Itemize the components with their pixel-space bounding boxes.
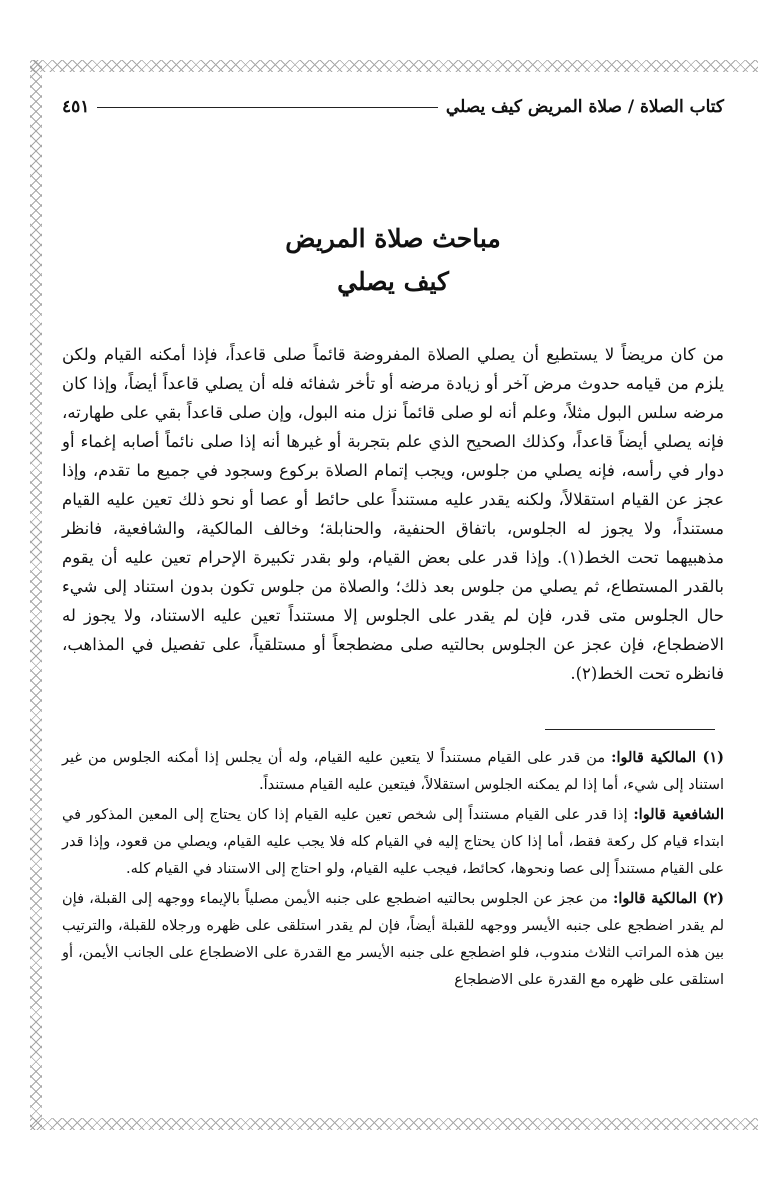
running-header bbox=[62, 92, 724, 122]
footnote-lead: الشافعية قالوا: bbox=[633, 806, 724, 823]
header-rule bbox=[97, 107, 438, 108]
footnote-lead: (٢) المالكية قالوا: bbox=[612, 890, 724, 907]
footnote-text: من قدر على القيام مستنداً لا يتعين عليه القيام، وله أن يجلس إذا أمكنه الجلوس من غير استناد إلى شيء، أما إذا لم يمكنه الجلوس استقلالاً، فيتعين عليه القيام مستنداً. bbox=[62, 750, 724, 793]
footnote-1b bbox=[62, 801, 724, 883]
section-subtitle: كيف يصلي bbox=[337, 267, 449, 296]
footnote-separator bbox=[545, 729, 715, 730]
page-border-top bbox=[30, 60, 758, 72]
footnote-lead: (١) المالكية قالوا: bbox=[611, 749, 724, 766]
footnotes bbox=[62, 744, 724, 996]
footnote-text: إذا قدر على القيام مستنداً إلى شخص تعين عليه القيام إذا كان يحتاج إلى المعين المذكور في ابتداء قيام كل ركعة فقط، أما إذا كان يحتاج إليه في القيام كله فلا يجب عليه القيام، ويصلي من قعود، وإذا قدر على القيام مستنداً إلى عصا ونحوها، كحائط، فيجب عليه القيام، ولو احتاج إلى الاستناد في القيام كله. bbox=[62, 807, 724, 877]
footnote-text: من عجز عن الجلوس بحالتيه اضطجع على جنبه الأيمن مصلياً بالإيماء ووجهه إلى القبلة، فإن لم يقدر اضطجع على جنبه الأيسر ووجهه للقبلة أيضاً، فإن لم يقدر استلقى على ظهره ورجلاه للقبلة، والترتيب بين هذه المراتب الثلاث مندوب، فلو اضطجع على جنبه الأيسر مع القدرة على الاضطجاع على الجانب الأيمن، أو استلقى على ظهره مع القدرة على الاضطجاع bbox=[62, 891, 724, 988]
section-title: مباحث صلاة المريض bbox=[285, 224, 501, 253]
footnote-1 bbox=[62, 744, 724, 799]
footnote-2 bbox=[62, 885, 724, 994]
section-titles bbox=[62, 224, 724, 296]
page-border-left bbox=[30, 60, 42, 1130]
page-border-bottom bbox=[30, 1118, 758, 1130]
body-paragraph: من كان مريضاً لا يستطيع أن يصلي الصلاة المفروضة قائماً صلى قاعداً، فإذا أمكنه القيام ولكن يلزم من قيامه حدوث مرض آخر أو زيادة مرضه أو تأخر شفائه فله أن يصلي قاعداً أيضاً، وإذا كان مرضه سلس البول مثلاً، وعلم أنه لو صلى قائماً نزل منه البول، وإن صلى قاعداً بقي على طهارته، فإنه يصلي أيضاً قاعداً، وكذلك الصحيح الذي علم بتجربة أو غيرها أنه إذا صلى نائماً أصابه إغماء أو دوار في رأسه، فإنه يصلي من جلوس، ويجب إتمام الصلاة بركوع وسجود في جميع ما تقدم، وإذا عجز عن القيام استقلالاً، ولكنه يقدر عليه مستنداً على حائط أو عصا أو نحو ذلك تعين عليه القيام مستنداً، ولا يجوز له الجلوس، باتفاق الحنفية، والحنابلة؛ وخالف المالكية، والشافعية، فانظر مذهبيهما تحت الخط(١). وإذا قدر على بعض القيام، ولو بقدر تكبيرة الإحرام تعين عليه أن يقوم بالقدر المستطاع، ثم يصلي من جلوس بعد ذلك؛ والصلاة من جلوس تكون بدون استناد إلى شيء حال الجلوس متى قدر، فإن لم يقدر على الجلوس إلا مستنداً تعين عليه الاستناد، ولا يجوز له الاضطجاع، فإن عجز عن الجلوس بحالتيه صلى مضطجعاً أو مستلقياً، على تفصيل في المذاهب، فانظره تحت الخط(٢). bbox=[62, 345, 724, 683]
running-title: كتاب الصلاة / صلاة المريض كيف يصلي bbox=[445, 97, 724, 117]
body-text bbox=[62, 340, 724, 688]
page-number: ٤٥١ bbox=[62, 97, 90, 117]
